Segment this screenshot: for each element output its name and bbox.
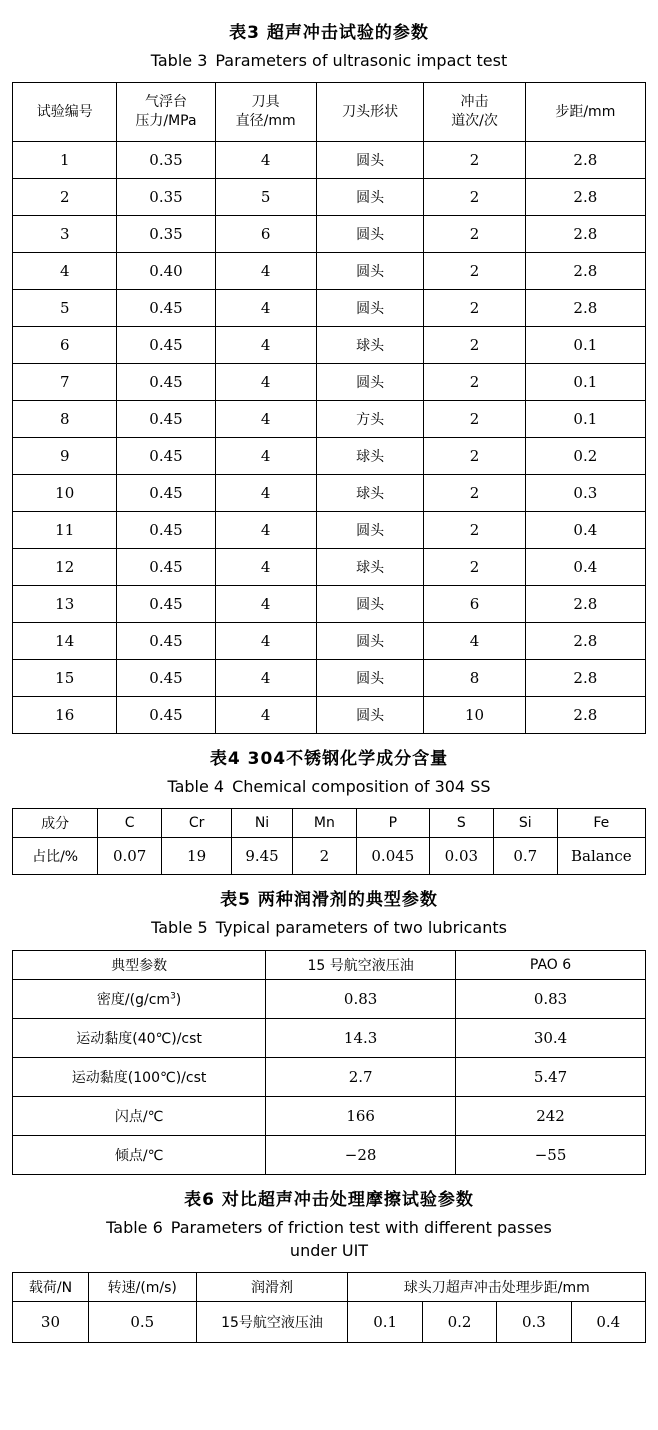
cell: 2.8 bbox=[525, 253, 645, 290]
cell: 10 bbox=[13, 475, 117, 512]
cell-label bbox=[13, 979, 266, 1018]
table-row bbox=[13, 1301, 646, 1342]
cell: 球头 bbox=[316, 327, 424, 364]
cell: 4 bbox=[215, 475, 316, 512]
cell: 2.8 bbox=[525, 216, 645, 253]
table3-title-en-text: Parameters of ultrasonic impact test bbox=[215, 51, 508, 70]
cell: 2.7 bbox=[266, 1057, 456, 1096]
table-row bbox=[13, 1135, 646, 1174]
cell: 球头 bbox=[316, 475, 424, 512]
cell: 15号航空液压油 bbox=[196, 1301, 348, 1342]
table5 bbox=[12, 950, 646, 1175]
cell: 3 bbox=[13, 216, 117, 253]
cell: 0.3 bbox=[497, 1301, 571, 1342]
cell: 10 bbox=[424, 697, 525, 734]
cell: 0.45 bbox=[117, 586, 215, 623]
cell: 4 bbox=[215, 401, 316, 438]
cell: 2 bbox=[424, 364, 525, 401]
cell: 30 bbox=[13, 1301, 89, 1342]
table-row bbox=[13, 512, 646, 549]
cell: 圆头 bbox=[316, 290, 424, 327]
cell: 0.40 bbox=[117, 253, 215, 290]
cell: 5.47 bbox=[456, 1057, 646, 1096]
density-unit-exponent: 3 bbox=[170, 990, 176, 1001]
cell: 圆头 bbox=[316, 364, 424, 401]
cell: 圆头 bbox=[316, 216, 424, 253]
table4-header-cell: C bbox=[98, 809, 162, 838]
cell: −55 bbox=[456, 1135, 646, 1174]
table3-header-row bbox=[13, 83, 646, 142]
table4-header-cell: Mn bbox=[292, 809, 356, 838]
cell: −28 bbox=[266, 1135, 456, 1174]
cell: 0.83 bbox=[266, 979, 456, 1018]
table3-title-en bbox=[12, 49, 646, 72]
cell: 2 bbox=[424, 475, 525, 512]
cell: 圆头 bbox=[316, 179, 424, 216]
table3-header-cell bbox=[117, 83, 215, 142]
cell: 5 bbox=[215, 179, 316, 216]
cell: 方头 bbox=[316, 401, 424, 438]
table3-header-label-line1: 气浮台 bbox=[144, 94, 187, 111]
cell: 0.35 bbox=[117, 142, 215, 179]
cell: 4 bbox=[215, 327, 316, 364]
cell: 2.8 bbox=[525, 660, 645, 697]
table6-title-cn: 表6 对比超声冲击处理摩擦试验参数 bbox=[184, 1189, 474, 1210]
table3-header-cell bbox=[215, 83, 316, 142]
table4-header-cell: S bbox=[429, 809, 493, 838]
table4-title-en-text: Chemical composition of 304 SS bbox=[232, 777, 491, 797]
cell: 2 bbox=[424, 549, 525, 586]
table-row bbox=[13, 364, 646, 401]
cell: 4 bbox=[215, 660, 316, 697]
table6-header-cell: 转速/(m/s) bbox=[88, 1272, 196, 1301]
cell: 球头 bbox=[316, 438, 424, 475]
table3-header-cell bbox=[316, 83, 424, 142]
table5-title-en-number: Table 5 bbox=[151, 918, 208, 938]
cell: 0.2 bbox=[422, 1301, 496, 1342]
table-row bbox=[13, 142, 646, 179]
cell: 2 bbox=[424, 290, 525, 327]
table4-header-cell: Cr bbox=[162, 809, 232, 838]
table3-header-cell bbox=[424, 83, 525, 142]
table4-title-en bbox=[12, 775, 646, 798]
table-row bbox=[13, 838, 646, 875]
cell: 0.3 bbox=[525, 475, 645, 512]
table6-title-en-text: Parameters of friction test with different passes bbox=[170, 1217, 552, 1237]
table-row bbox=[13, 475, 646, 512]
table4-header-cell: Ni bbox=[232, 809, 293, 838]
table-row bbox=[13, 623, 646, 660]
cell: 8 bbox=[13, 401, 117, 438]
cell: 4 bbox=[215, 438, 316, 475]
cell: 0.045 bbox=[356, 838, 429, 875]
cell: 2 bbox=[424, 401, 525, 438]
cell: Balance bbox=[557, 838, 645, 875]
table4 bbox=[12, 808, 646, 875]
cell: 11 bbox=[13, 512, 117, 549]
cell: 0.4 bbox=[571, 1301, 645, 1342]
cell: 0.45 bbox=[117, 401, 215, 438]
cell: 4 bbox=[215, 512, 316, 549]
cell: 6 bbox=[215, 216, 316, 253]
cell: 4 bbox=[215, 290, 316, 327]
cell: 2.8 bbox=[525, 179, 645, 216]
table5-title-en-text: Typical parameters of two lubricants bbox=[215, 918, 507, 938]
cell: 4 bbox=[424, 623, 525, 660]
cell: 2.8 bbox=[525, 142, 645, 179]
cell: 2.8 bbox=[525, 623, 645, 660]
cell: 1 bbox=[13, 142, 117, 179]
cell: 2 bbox=[424, 438, 525, 475]
cell: 圆头 bbox=[316, 623, 424, 660]
table3-header-label: 试验编号 bbox=[36, 103, 93, 120]
table-row bbox=[13, 549, 646, 586]
cell: 242 bbox=[456, 1096, 646, 1135]
cell: 0.45 bbox=[117, 290, 215, 327]
table4-header-row bbox=[13, 809, 646, 838]
cell: 4 bbox=[215, 253, 316, 290]
cell: 圆头 bbox=[316, 512, 424, 549]
table6-title-en-number: Table 6 bbox=[106, 1217, 163, 1237]
table3-header-label-line2: 压力/MPa bbox=[135, 113, 197, 130]
cell: 0.45 bbox=[117, 475, 215, 512]
table4-title-cn: 表4 304不锈钢化学成分含量 bbox=[209, 749, 449, 770]
table-row bbox=[13, 216, 646, 253]
cell: 0.1 bbox=[525, 364, 645, 401]
cell: 8 bbox=[424, 660, 525, 697]
cell: 0.5 bbox=[88, 1301, 196, 1342]
cell: 圆头 bbox=[316, 142, 424, 179]
table-row bbox=[13, 586, 646, 623]
cell: 9.45 bbox=[232, 838, 293, 875]
table3-header-label-line2: 直径/mm bbox=[235, 113, 296, 130]
cell: 4 bbox=[215, 549, 316, 586]
table4-header-cell: Fe bbox=[557, 809, 645, 838]
table6-header-row bbox=[13, 1272, 646, 1301]
cell: 2 bbox=[424, 512, 525, 549]
table3-header-label: 步距/mm bbox=[555, 103, 616, 120]
cell: 14.3 bbox=[266, 1018, 456, 1057]
table-row bbox=[13, 1096, 646, 1135]
table-row bbox=[13, 179, 646, 216]
table3-header-label-line1: 刀具 bbox=[251, 94, 280, 111]
cell: 0.45 bbox=[117, 549, 215, 586]
cell: 2 bbox=[424, 216, 525, 253]
table-row bbox=[13, 401, 646, 438]
table-row bbox=[13, 1057, 646, 1096]
table-row bbox=[13, 1018, 646, 1057]
table6-header-cell: 润滑剂 bbox=[196, 1272, 348, 1301]
cell: 0.45 bbox=[117, 438, 215, 475]
table6-header-cell: 载荷/N bbox=[13, 1272, 89, 1301]
cell: 2.8 bbox=[525, 697, 645, 734]
cell: 0.45 bbox=[117, 697, 215, 734]
table4-header-cell: 成分 bbox=[13, 809, 98, 838]
cell: 12 bbox=[13, 549, 117, 586]
cell: 9 bbox=[13, 438, 117, 475]
table6 bbox=[12, 1272, 646, 1343]
cell: 0.35 bbox=[117, 216, 215, 253]
cell: 0.45 bbox=[117, 364, 215, 401]
cell: 0.45 bbox=[117, 327, 215, 364]
cell: 0.1 bbox=[525, 327, 645, 364]
cell: 0.45 bbox=[117, 660, 215, 697]
cell: 14 bbox=[13, 623, 117, 660]
table3-header-cell bbox=[525, 83, 645, 142]
cell: 166 bbox=[266, 1096, 456, 1135]
cell: 球头 bbox=[316, 549, 424, 586]
cell: 2 bbox=[424, 179, 525, 216]
cell: 圆头 bbox=[316, 586, 424, 623]
cell: 2.8 bbox=[525, 586, 645, 623]
table3-block bbox=[12, 18, 646, 734]
table-row bbox=[13, 290, 646, 327]
table6-header-cell-span: 球头刀超声冲击处理步距/mm bbox=[348, 1272, 646, 1301]
cell: 占比/% bbox=[13, 838, 98, 875]
table5-header-row bbox=[13, 950, 646, 979]
cell: 0.1 bbox=[348, 1301, 422, 1342]
cell: 2 bbox=[13, 179, 117, 216]
cell: 0.83 bbox=[456, 979, 646, 1018]
table3-header-cell bbox=[13, 83, 117, 142]
cell: 13 bbox=[13, 586, 117, 623]
table-row bbox=[13, 660, 646, 697]
table6-title-en bbox=[12, 1216, 646, 1262]
density-label-suffix: ) bbox=[175, 991, 182, 1008]
table-row bbox=[13, 979, 646, 1018]
table5-header-cell: 典型参数 bbox=[13, 950, 266, 979]
table5-header-cell: 15 号航空液压油 bbox=[266, 950, 456, 979]
table3-header-label: 刀头形状 bbox=[342, 103, 399, 120]
cell: 6 bbox=[13, 327, 117, 364]
cell: 2 bbox=[292, 838, 356, 875]
cell: 圆头 bbox=[316, 660, 424, 697]
cell: 0.4 bbox=[525, 512, 645, 549]
table5-title-en bbox=[12, 916, 646, 939]
cell-label: 闪点/℃ bbox=[13, 1096, 266, 1135]
cell: 4 bbox=[215, 364, 316, 401]
table4-block bbox=[12, 744, 646, 875]
cell: 圆头 bbox=[316, 253, 424, 290]
cell: 15 bbox=[13, 660, 117, 697]
cell: 4 bbox=[215, 697, 316, 734]
table3-title-en-number: Table 3 bbox=[150, 51, 208, 70]
cell-label: 运动黏度(40℃)/cst bbox=[13, 1018, 266, 1057]
table4-header-cell: Si bbox=[493, 809, 557, 838]
cell: 16 bbox=[13, 697, 117, 734]
table3-header-label-line2: 道次/次 bbox=[451, 113, 498, 130]
cell: 4 bbox=[215, 586, 316, 623]
cell: 4 bbox=[215, 623, 316, 660]
cell: 0.1 bbox=[525, 401, 645, 438]
cell: 0.03 bbox=[429, 838, 493, 875]
cell-label: 倾点/℃ bbox=[13, 1135, 266, 1174]
table-row bbox=[13, 327, 646, 364]
cell: 30.4 bbox=[456, 1018, 646, 1057]
table5-title-cn: 表5 两种润滑剂的典型参数 bbox=[220, 890, 438, 911]
cell: 2 bbox=[424, 142, 525, 179]
cell: 2 bbox=[424, 253, 525, 290]
cell: 2 bbox=[424, 327, 525, 364]
table-row bbox=[13, 253, 646, 290]
cell: 0.45 bbox=[117, 623, 215, 660]
cell: 0.7 bbox=[493, 838, 557, 875]
table3-title-cn: 表3 超声冲击试验的参数 bbox=[229, 23, 429, 43]
cell: 0.35 bbox=[117, 179, 215, 216]
cell: 4 bbox=[215, 142, 316, 179]
cell: 7 bbox=[13, 364, 117, 401]
cell: 0.07 bbox=[98, 838, 162, 875]
table-row bbox=[13, 697, 646, 734]
cell: 0.4 bbox=[525, 549, 645, 586]
table6-title-en-text-line2: under UIT bbox=[289, 1240, 369, 1260]
cell: 0.2 bbox=[525, 438, 645, 475]
density-unit: g/cm bbox=[135, 991, 171, 1008]
table3 bbox=[12, 82, 646, 734]
table5-header-cell: PAO 6 bbox=[456, 950, 646, 979]
table5-block bbox=[12, 885, 646, 1174]
cell: 2.8 bbox=[525, 290, 645, 327]
cell: 19 bbox=[162, 838, 232, 875]
table-row bbox=[13, 438, 646, 475]
cell-label: 运动黏度(100℃)/cst bbox=[13, 1057, 266, 1096]
cell: 4 bbox=[13, 253, 117, 290]
cell: 5 bbox=[13, 290, 117, 327]
cell: 圆头 bbox=[316, 697, 424, 734]
cell: 6 bbox=[424, 586, 525, 623]
table3-header-label-line1: 冲击 bbox=[460, 94, 489, 111]
cell: 0.45 bbox=[117, 512, 215, 549]
table4-header-cell: P bbox=[356, 809, 429, 838]
density-label-prefix: 密度/( bbox=[96, 991, 136, 1008]
table4-title-en-number: Table 4 bbox=[167, 777, 225, 797]
table6-block bbox=[12, 1185, 646, 1343]
